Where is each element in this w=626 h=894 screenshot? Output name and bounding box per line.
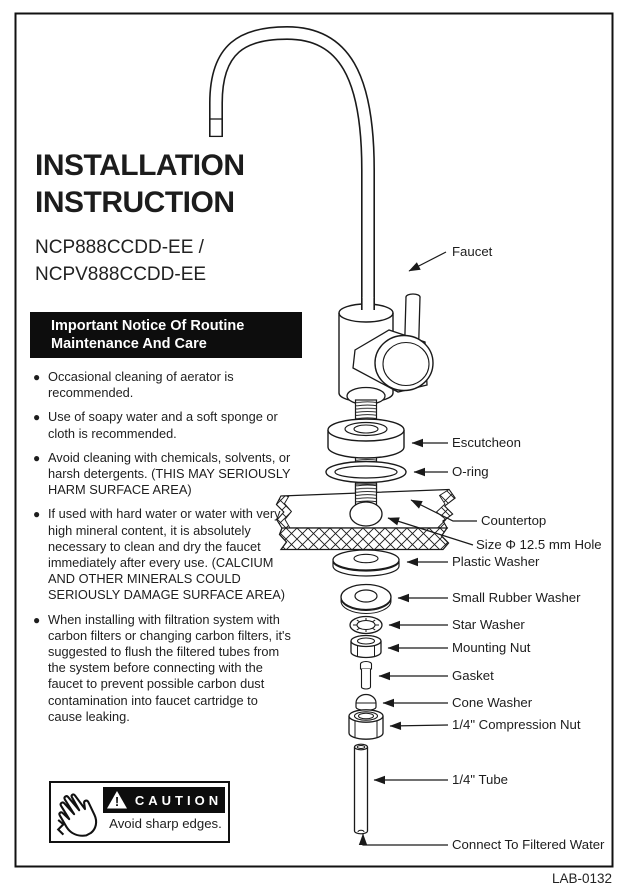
caution-text: Avoid sharp edges. xyxy=(109,816,222,831)
small-rubber-washer-part xyxy=(341,585,391,614)
page-title-line1: INSTALLATION xyxy=(35,149,245,182)
plastic-washer-part xyxy=(333,550,399,576)
countertop-drawing xyxy=(277,484,456,550)
bullet-icon: ● xyxy=(33,612,41,627)
warning-exclamation: ! xyxy=(114,794,120,809)
mounting-hole xyxy=(350,502,382,526)
bullet-text: Occasional cleaning of aerator is recommended. xyxy=(48,369,234,401)
bullet-text: When installing with filtration system with carbon filters or changing carbon filters, it's suggested to flush the filtered tubes from the system before connecting with the faucet to prevent possible carbon dust contamination into faucet cartridge to cause leaking. xyxy=(48,611,291,724)
label-countertop: Countertop xyxy=(481,513,547,528)
label-escutcheon: Escutcheon xyxy=(452,435,521,450)
label-hole-size: Size Φ 12.5 mm Hole xyxy=(476,537,602,552)
label-connect-filtered-water: Connect To Filtered Water xyxy=(452,837,605,852)
notice-line1: Important Notice Of Routine xyxy=(51,318,245,334)
model-number-line2: NCPV888CCDD-EE xyxy=(35,264,207,285)
label-star-washer: Star Washer xyxy=(452,617,525,632)
label-compression-nut: 1/4" Compression Nut xyxy=(452,717,581,732)
bullet-icon: ● xyxy=(33,507,41,522)
o-ring-part xyxy=(326,462,406,483)
gasket-part xyxy=(361,662,372,690)
tube-part xyxy=(355,744,368,834)
caution-label: CAUTION xyxy=(134,792,223,808)
arrow-compression-nut xyxy=(390,725,448,726)
arrow-connect xyxy=(363,834,448,845)
mounting-nut-part xyxy=(351,636,381,658)
bullet-text: Use of soapy water and a soft sponge or cloth is recommended. xyxy=(48,409,278,441)
label-gasket: Gasket xyxy=(452,668,494,683)
star-washer-part xyxy=(350,617,382,634)
label-tube: 1/4" Tube xyxy=(452,772,509,787)
bullet-text: If used with hard water or water with very high mineral content, it is absolutely necessary to clean and dry the faucet immediately after every use. (CALCIUM AND OTHER MINERALS COULD SERIOUSLY DAMAGE SURFACE AREA) xyxy=(48,506,286,603)
page-title-line2: INSTRUCTION xyxy=(35,186,235,219)
compression-nut-part xyxy=(349,710,383,739)
cone-washer-part xyxy=(356,695,376,711)
label-plastic-washer: Plastic Washer xyxy=(452,554,540,569)
arrow-faucet xyxy=(409,252,446,271)
part-labels xyxy=(452,244,605,852)
label-faucet: Faucet xyxy=(452,244,493,259)
label-cone-washer: Cone Washer xyxy=(452,695,533,710)
label-mounting-nut: Mounting Nut xyxy=(452,640,531,655)
bullet-icon: ● xyxy=(33,450,41,465)
notice-line2: Maintenance And Care xyxy=(51,335,207,352)
escutcheon-part xyxy=(328,419,404,458)
label-small-rubber-washer: Small Rubber Washer xyxy=(452,590,581,605)
bullet-icon: ● xyxy=(33,410,41,425)
label-o-ring: O-ring xyxy=(452,464,489,479)
bullet-icon: ● xyxy=(33,370,41,384)
faucet-drawing xyxy=(210,33,433,405)
model-number-line1: NCP888CCDD-EE / xyxy=(35,237,204,258)
document-code: LAB-0132 xyxy=(551,871,612,886)
bullet-text: Avoid cleaning with chemicals, solvents, or harsh detergents. (THIS MAY SERIOUSLY HARM SURFACE AREA) xyxy=(48,449,291,498)
page-border xyxy=(16,14,613,867)
